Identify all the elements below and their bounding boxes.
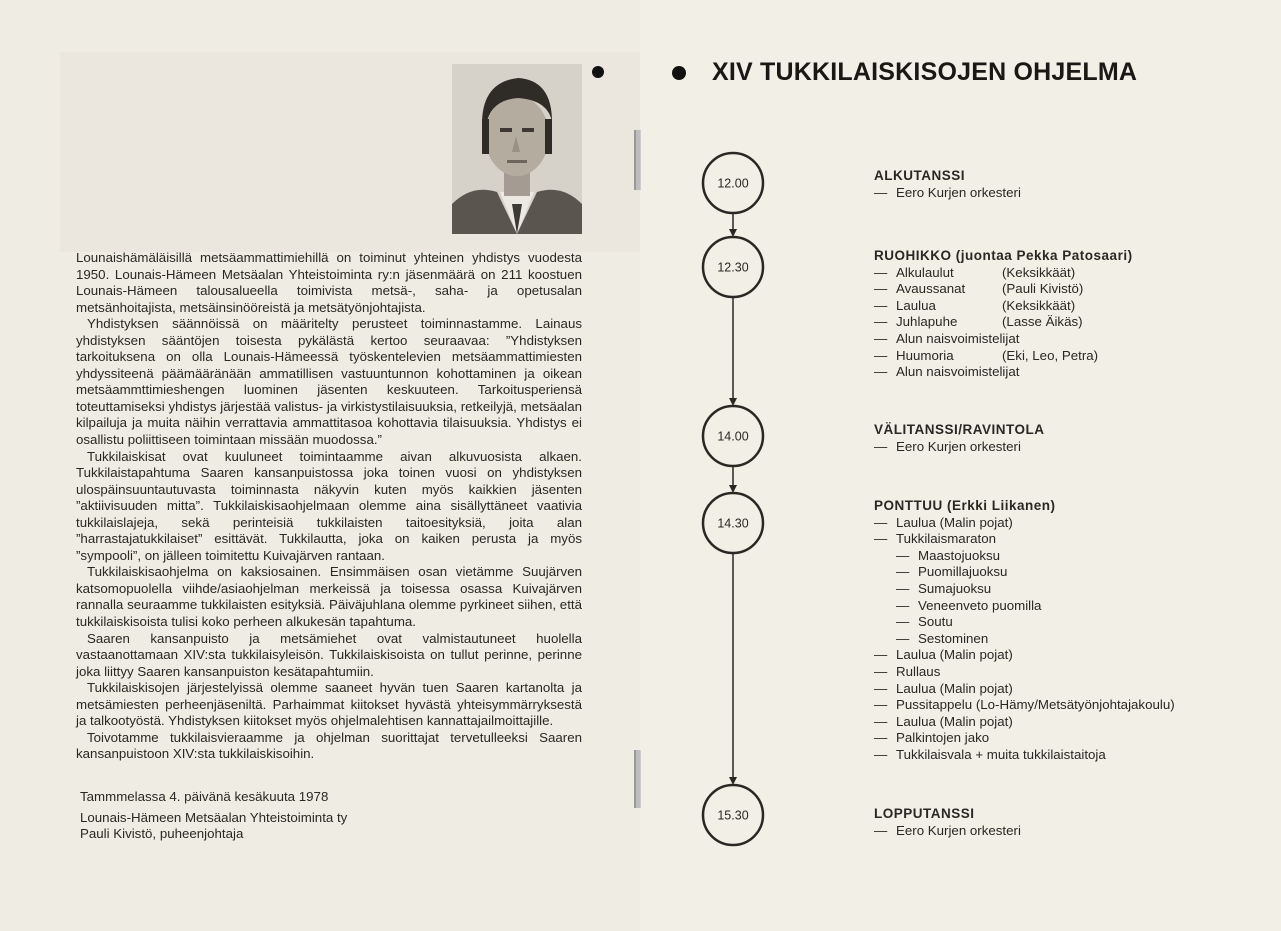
item-dash: — <box>874 713 888 729</box>
item-activity: Alun naisvoimistelijat <box>896 364 1020 380</box>
item-activity: Laulua (Malin pojat) <box>896 680 1013 696</box>
item-performer: (Eki, Leo, Petra) <box>1002 347 1099 363</box>
program-item <box>874 281 1254 298</box>
time-label: 12.00 <box>717 176 749 191</box>
time-label: 12.30 <box>717 260 749 275</box>
item-dash: — <box>896 614 910 630</box>
program-section <box>874 168 1254 201</box>
item-dash: — <box>896 597 910 613</box>
item-activity: Puomillajuoksu <box>918 564 1008 580</box>
paragraph: Lounaishämäläisillä metsäammattimiehillä on toiminut yhteinen yhdistys vuodesta 1950. Lounais-Hämeen Metsäalan Yhteistoiminta ry:n jäsenmäärä on 211 koostuen Lounais-Hämeen talousalueella toimivista metsä-, saha- ja opetusalan metsänhoitajista, metsäinsinööreistä ja metsätyönjohtajista. <box>76 250 582 315</box>
item-dash: — <box>874 730 888 746</box>
item-activity: Eero Kurjen orkesteri <box>896 184 1021 200</box>
program-item <box>874 598 1254 615</box>
item-dash: — <box>896 547 910 563</box>
item-dash: — <box>874 514 888 530</box>
program-section <box>874 806 1254 839</box>
item-activity: Laulua (Malin pojat) <box>896 713 1013 729</box>
program-item <box>874 439 1254 456</box>
item-activity: Veneenveto puomilla <box>918 597 1042 613</box>
item-activity: Alkulaulut <box>896 264 954 280</box>
item-activity: Eero Kurjen orkesteri <box>896 438 1021 454</box>
item-performer: (Keksikkäät) <box>1002 264 1076 280</box>
program-item <box>874 515 1254 532</box>
section-heading: PONTTUU (Erkki Liikanen) <box>874 498 1056 513</box>
program-item <box>874 348 1254 365</box>
item-activity: Laulua (Malin pojat) <box>896 647 1013 663</box>
section-heading: RUOHIKKO (juontaa Pekka Patosaari) <box>874 248 1133 263</box>
section-heading: ALKUTANSSI <box>874 168 965 183</box>
program-item <box>874 631 1254 648</box>
program-item <box>874 714 1254 731</box>
item-activity: Sestominen <box>918 630 989 646</box>
time-label: 14.30 <box>717 516 749 531</box>
program-item <box>874 185 1254 202</box>
intro-text <box>76 250 582 763</box>
punch-hole <box>592 66 604 78</box>
item-dash: — <box>874 438 888 454</box>
item-dash: — <box>874 281 888 297</box>
paragraph: Saaren kansanpuisto ja metsämiehet ovat valmistautuneet huolella vastaanottamaan XIV:sta tukkilaisyleisön. Tukkilaiskisoista on tullut perinne, perinne joka liittyy Saaren kansanpuiston kesätapahtumiin. <box>76 630 582 679</box>
item-dash: — <box>874 184 888 200</box>
portrait-illustration <box>452 64 582 234</box>
program-item <box>874 564 1254 581</box>
schedule-timeline <box>690 140 780 860</box>
program-section <box>874 248 1254 381</box>
signatory-name: Pauli Kivistö, puheenjohtaja <box>80 826 244 842</box>
paragraph: Tukkilaiskisaohjelma on kaksiosainen. Ensimmäisen osan vietämme Suujärven katsomopuolella viihde/asiaohjelman merkeissä ja toisessa osassa Kuivajärven rannalla seuraamme tukkilaisten esityksiä. Päiväjuhlana olemme pyrkineet siihen, että tukkilaiskisoista tulisi koko perheen alkukesän tapahtuma. <box>76 564 582 630</box>
program-item <box>874 548 1254 565</box>
program-item <box>874 265 1254 282</box>
page-title: XIV TUKKILAISKISOJEN OHJELMA <box>712 58 1138 86</box>
left-page <box>0 0 640 931</box>
timeline-graphic <box>690 140 780 860</box>
item-activity: Pussitappelu (Lo-Hämy/Metsätyönjohtajakoulu) <box>896 697 1175 713</box>
signature-block <box>80 789 580 843</box>
program-item <box>874 314 1254 331</box>
section-heading: VÄLITANSSI/RAVINTOLA <box>874 422 1045 437</box>
item-dash: — <box>874 347 888 363</box>
program-item <box>874 747 1254 764</box>
item-dash: — <box>896 564 910 580</box>
item-dash: — <box>896 580 910 596</box>
program-item <box>874 614 1254 631</box>
item-activity: Tukkilaismaraton <box>896 531 997 547</box>
staple <box>634 130 641 190</box>
item-dash: — <box>874 264 888 280</box>
item-activity: Eero Kurjen orkesteri <box>896 822 1021 838</box>
item-activity: Huumoria <box>896 347 954 363</box>
item-activity: Laulua (Malin pojat) <box>896 514 1013 530</box>
item-activity: Alun naisvoimistelijat <box>896 330 1020 346</box>
item-performer: (Pauli Kivistö) <box>1002 281 1084 297</box>
item-performer: (Keksikkäät) <box>1002 297 1076 313</box>
program-item <box>874 681 1254 698</box>
program-item <box>874 730 1254 747</box>
item-activity: Sumajuoksu <box>918 580 992 596</box>
paragraph: Toivotamme tukkilaisvieraamme ja ohjelman suorittajat tervetulleeksi Saaren kansanpuistoon XIV:sta tukkilaiskisoihin. <box>76 729 582 762</box>
item-dash: — <box>874 531 888 547</box>
item-activity: Avaussanat <box>896 281 966 297</box>
time-label: 14.00 <box>717 429 749 444</box>
item-dash: — <box>874 330 888 346</box>
time-label: 15.30 <box>717 808 749 823</box>
program-item <box>874 581 1254 598</box>
program-item <box>874 664 1254 681</box>
item-dash: — <box>874 647 888 663</box>
item-performer: (Lasse Äikäs) <box>1002 314 1083 330</box>
item-dash: — <box>874 746 888 762</box>
item-activity: Laulua <box>896 297 936 313</box>
program-section <box>874 498 1254 764</box>
staple <box>634 750 641 808</box>
item-activity: Soutu <box>918 614 953 630</box>
program-item <box>874 697 1254 714</box>
item-dash: — <box>874 314 888 330</box>
item-dash: — <box>874 822 888 838</box>
organization-name: Lounais-Hämeen Metsäalan Yhteistoiminta ty <box>80 809 348 825</box>
item-activity: Rullaus <box>896 663 941 679</box>
place-date: Tammmelassa 4. päivänä kesäkuuta 1978 <box>80 789 329 804</box>
item-activity: Maastojuoksu <box>918 547 1001 563</box>
program-item <box>874 331 1254 348</box>
item-dash: — <box>874 297 888 313</box>
item-dash: — <box>874 364 888 380</box>
bullet-dot <box>672 66 686 80</box>
paragraph: Tukkilaiskisojen järjestelyissä olemme saaneet hyvän tuen Saaren kartanolta ja metsämiesten perheenjäseniltä. Parhaimmat kiitokset hyvästä yhteisymmärryksestä ja talkootyöstä. Yhdistyksen kiitokset myös ohjelmalehtisen kannattajailmoittajille. <box>76 680 582 729</box>
item-activity: Palkintojen jako <box>896 730 990 746</box>
program-item <box>874 298 1254 315</box>
program-item <box>874 531 1254 548</box>
paragraph: Yhdistyksen säännöissä on määritelty perusteet toiminnastamme. Lainaus yhdistyksen sääntöjen toisesta pykälästä kertoo seuraavaa: ”Yhdistyksen tarkoituksena on olla Lounais-Hämeessä työskentelevien metsäammattimiesten yhdyssiteenä päämääränään ammatillisen vastuuntunnon kohottaminen ja oikean metsäammttimieshengen luominen jäsenten keskuuteen. Tarkoitusperiensä toteuttamiseksi yhdistys järjestää valistus- ja virkistystilaisuuksia, retkeilyjä, metsäalan kilpailuja ja muita näihin verrattavia ammattitasoa kohottavia tilaisuuksia. Yhdistys ei osallistu poliittiseen toimintaan missään muodossa.” <box>76 316 582 448</box>
item-activity: Tukkilaisvala + muita tukkilaistaitoja <box>896 746 1106 762</box>
program-item <box>874 823 1254 840</box>
program-item <box>874 647 1254 664</box>
paragraph: Tukkilaiskisat ovat kuuluneet toimintaamme aivan alkuvuosista alkaen. Tukkilaistapahtuma Saaren kansanpuistossa joka toinen vuosi on yhdistyksen ulospäinsuuntautuvasta toiminnasta näkyvin kuten myös kaikkien jäsenten ”aktiivisuuden mitta”. Tukkilaiskisaohjelmaan olemme aina sisällyttäneet vaativia tukkilaislajeja, sekä perinteisiä tukkilaisten taitoesityksiä, joita alan ”harrastajatukkilaiset” esittävät. Tukkilautta, joka on kaiken perusta ja myös ”sympooli”, on jälleen toimitettu Kuivajärven rantaan. <box>76 448 582 563</box>
item-dash: — <box>874 663 888 679</box>
item-dash: — <box>874 697 888 713</box>
section-heading: LOPPUTANSSI <box>874 806 975 821</box>
item-dash: — <box>896 630 910 646</box>
program-section <box>874 422 1254 455</box>
chairman-portrait <box>452 64 582 234</box>
item-activity: Juhlapuhe <box>896 314 958 330</box>
program-item <box>874 364 1254 381</box>
item-dash: — <box>874 680 888 696</box>
